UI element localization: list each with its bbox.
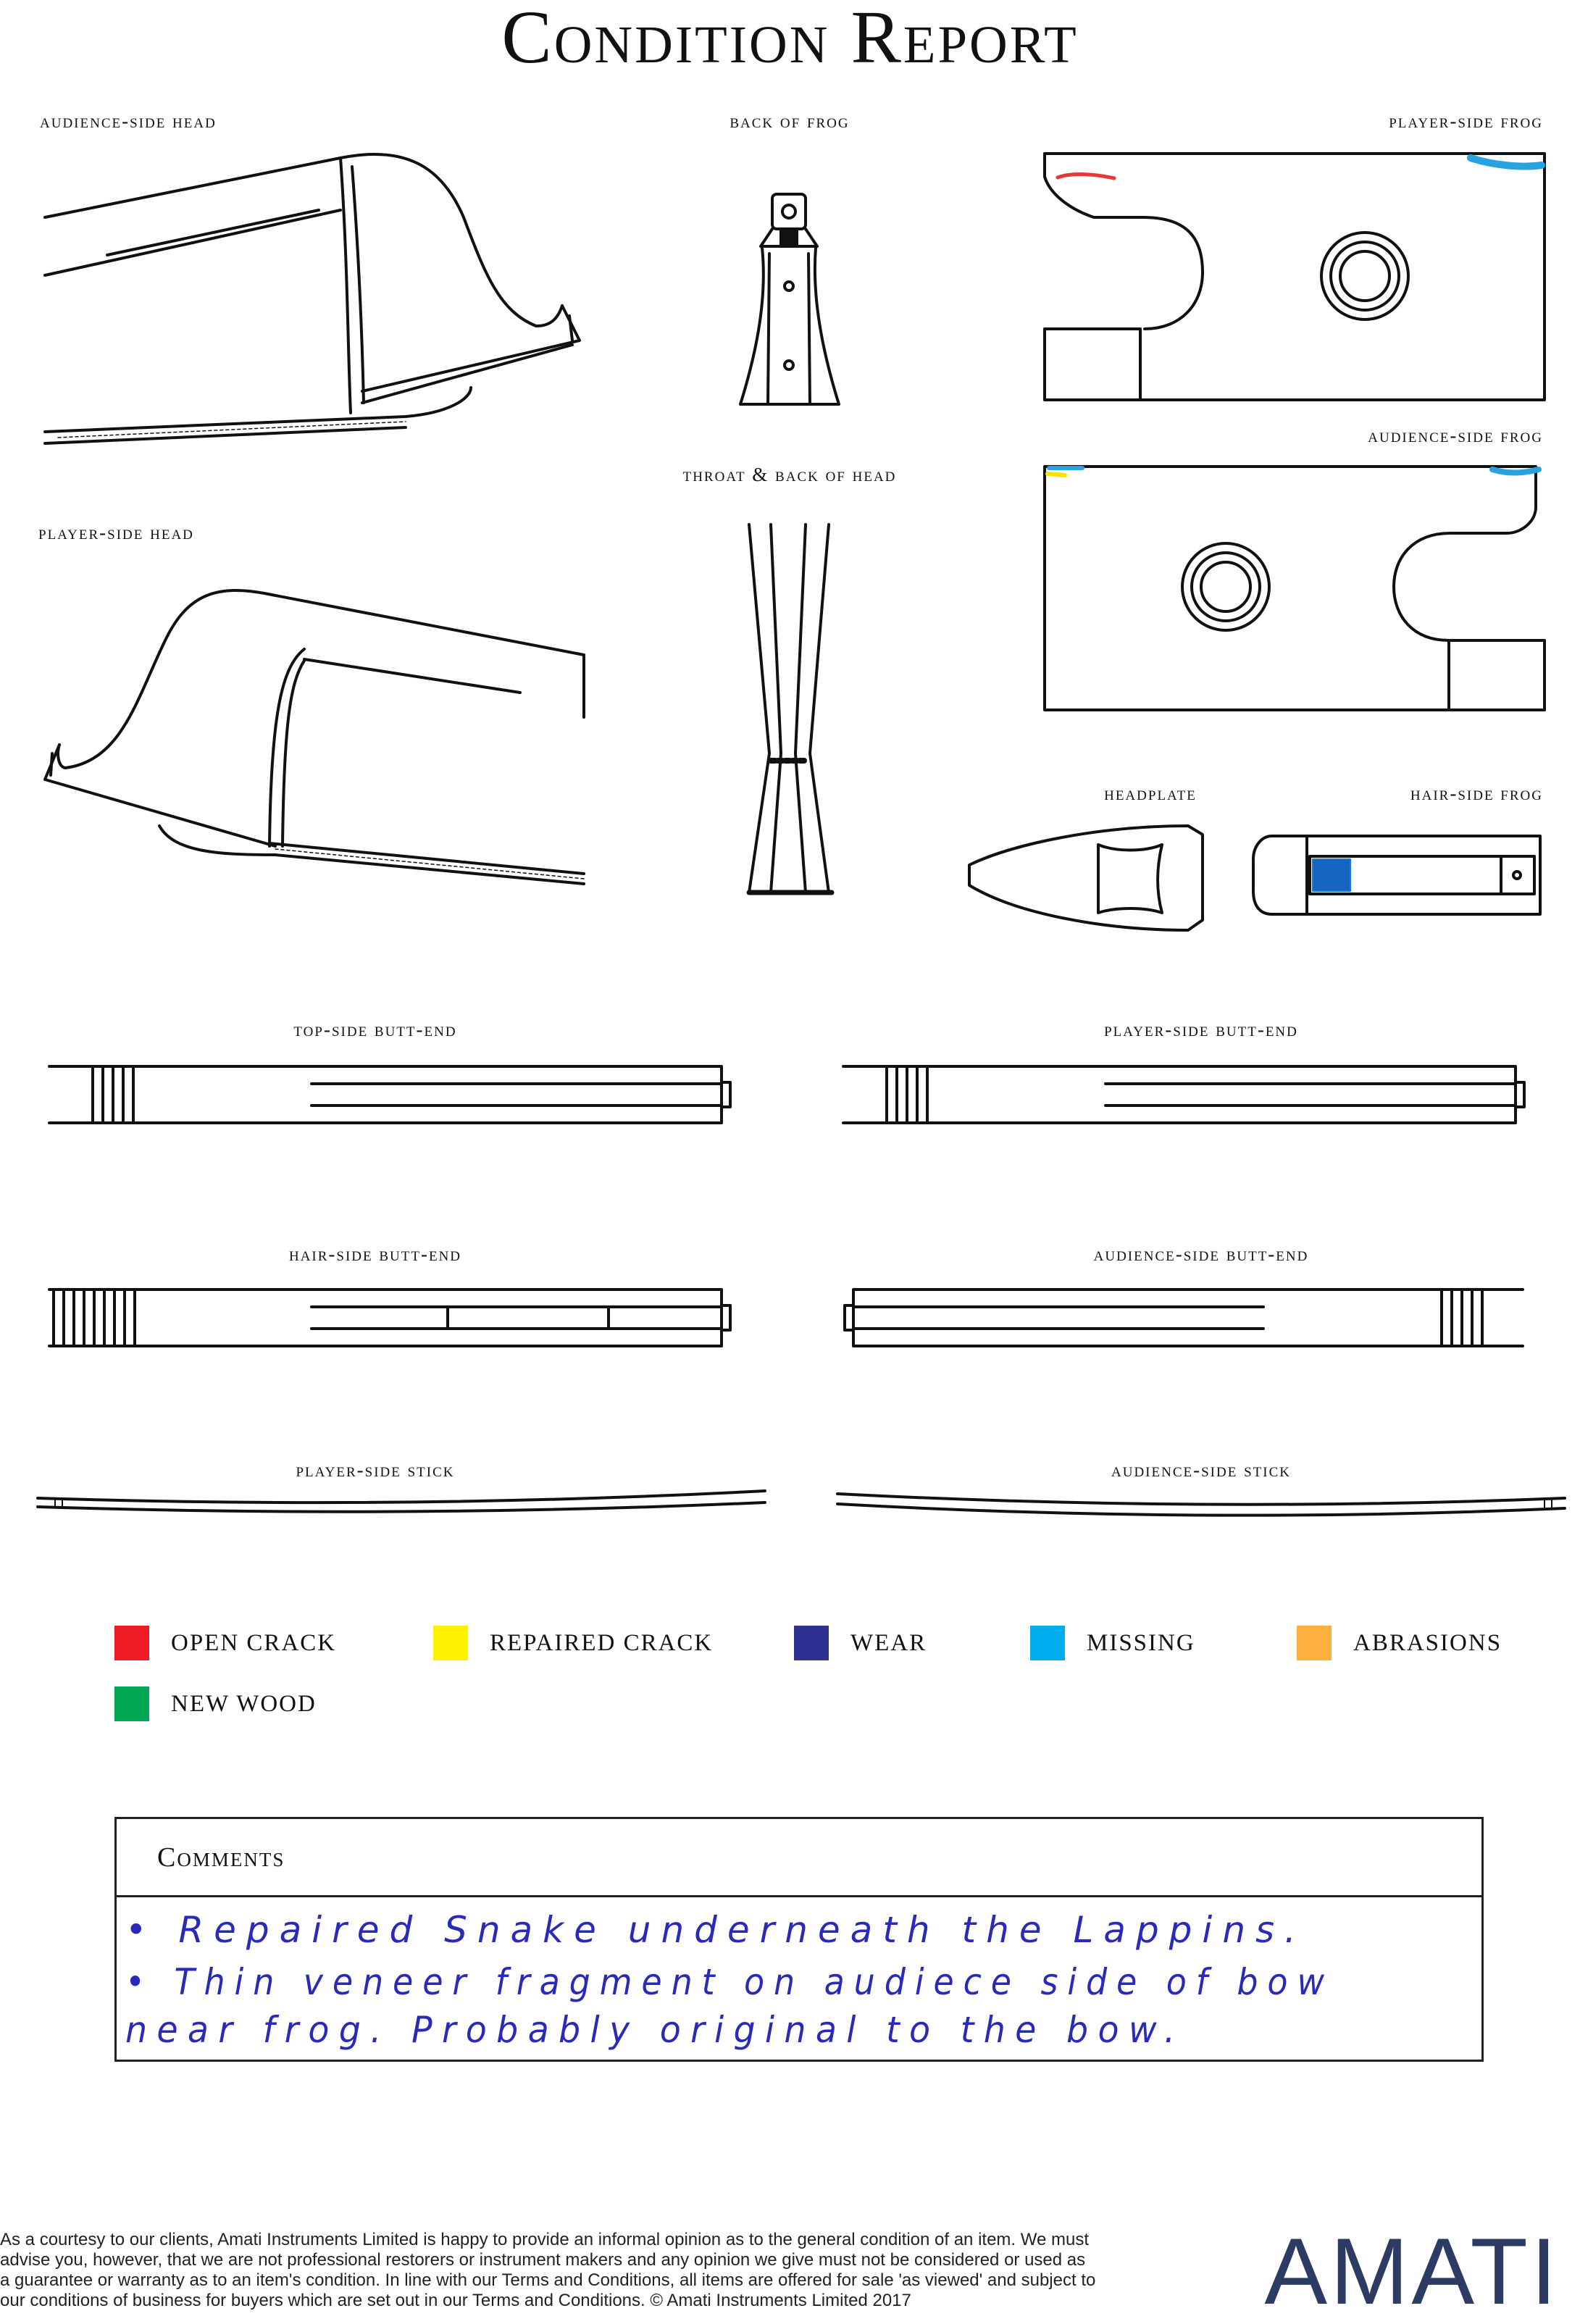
legend-item-abrasions bbox=[1297, 1626, 1502, 1660]
missing-mark-4 bbox=[1313, 859, 1350, 891]
legend-label: WEAR bbox=[850, 1629, 927, 1656]
missing-mark-3 bbox=[1492, 469, 1539, 473]
legend-label: NEW WOOD bbox=[171, 1690, 317, 1717]
legend-label: OPEN CRACK bbox=[171, 1629, 337, 1656]
disclaimer-line: As a courtesy to our clients, Amati Instruments Limited is happy to provide an informal opinion as to the general condition of an item. We must bbox=[0, 2230, 1089, 2249]
comments-box bbox=[114, 1817, 1484, 2062]
missing-mark bbox=[1471, 158, 1542, 167]
brand-logo: AMATI bbox=[1264, 2218, 1560, 2324]
legend-swatch bbox=[1030, 1626, 1065, 1660]
audience-side-butt-end-drawing bbox=[845, 1290, 1523, 1346]
player-side-stick-drawing bbox=[38, 1491, 765, 1512]
comment-line: near frog. Probably original to the bow. bbox=[125, 2009, 1185, 2051]
throat-back-of-head-drawing bbox=[749, 524, 832, 893]
player-side-head-drawing bbox=[45, 590, 584, 884]
label-audience-side-stick: audience-side stick bbox=[1111, 1459, 1291, 1481]
hair-side-frog-drawing bbox=[1253, 836, 1540, 914]
label-player-side-butt-end: player-side butt-end bbox=[1104, 1019, 1298, 1040]
disclaimer bbox=[0, 2230, 1159, 2311]
comment-line: • Thin veneer fragment on audiece side of bow bbox=[125, 1961, 1334, 2003]
audience-side-frog-drawing bbox=[1045, 467, 1545, 710]
label-hair-side-butt-end: hair-side butt-end bbox=[288, 1243, 462, 1265]
legend-swatch bbox=[114, 1626, 149, 1660]
label-hair-side-frog: hair-side frog bbox=[1410, 782, 1543, 804]
legend-label: ABRASIONS bbox=[1353, 1629, 1502, 1656]
label-player-side-head: player-side head bbox=[38, 522, 194, 543]
back-of-frog-drawing bbox=[740, 194, 839, 404]
legend-swatch bbox=[433, 1626, 468, 1660]
legend-item-missing bbox=[1030, 1626, 1195, 1660]
disclaimer-line: advise you, however, that we are not professional restorers or instrument makers and any opinion we give must not be considered or used as bbox=[0, 2250, 1086, 2270]
comments-heading: Comments bbox=[117, 1819, 1481, 1897]
label-player-side-stick: player-side stick bbox=[296, 1459, 455, 1481]
legend-swatch bbox=[114, 1686, 149, 1721]
disclaimer-line: a guarantee or warranty as to an item's condition. In line with our Terms and Conditions, all items are offered for sale 'as viewed' and subject to bbox=[0, 2270, 1096, 2290]
label-audience-side-butt-end: audience-side butt-end bbox=[1093, 1243, 1309, 1265]
label-audience-side-head: audience-side head bbox=[40, 110, 217, 132]
legend-item-open-crack bbox=[114, 1626, 336, 1660]
page-title: Condition Report bbox=[501, 0, 1079, 79]
comment-line: • Repaired Snake underneath the Lappins. bbox=[125, 1909, 1306, 1951]
disclaimer-line: our conditions of business for buyers which are set out in our Terms and Conditions. © Amati Instruments Limited 2017 bbox=[0, 2291, 911, 2310]
legend-item-wear bbox=[794, 1626, 927, 1660]
legend-item-new-wood bbox=[114, 1686, 317, 1721]
legend-item-repaired-crack bbox=[433, 1626, 713, 1660]
hair-side-butt-end-drawing bbox=[49, 1290, 730, 1346]
top-side-butt-end-drawing bbox=[49, 1066, 730, 1123]
label-throat-back-of-head: throat & back of head bbox=[682, 464, 897, 485]
audience-side-head-drawing bbox=[45, 154, 580, 443]
legend-swatch bbox=[794, 1626, 829, 1660]
audience-side-stick-drawing bbox=[837, 1494, 1565, 1516]
repaired-crack-mark bbox=[1048, 474, 1065, 475]
headplate-drawing bbox=[969, 826, 1203, 930]
label-audience-side-frog: audience-side frog bbox=[1368, 425, 1543, 446]
legend-label: MISSING bbox=[1087, 1629, 1195, 1656]
label-headplate: headplate bbox=[1104, 782, 1197, 804]
legend-swatch bbox=[1297, 1626, 1332, 1660]
legend-label: REPAIRED CRACK bbox=[490, 1629, 714, 1656]
open-crack-mark bbox=[1058, 175, 1114, 178]
player-side-frog-drawing bbox=[1045, 154, 1545, 400]
label-player-side-frog: player-side frog bbox=[1389, 110, 1543, 132]
label-back-of-frog: back of frog bbox=[730, 110, 850, 132]
player-side-butt-end-drawing bbox=[843, 1066, 1524, 1123]
label-top-side-butt-end: top-side butt-end bbox=[293, 1019, 457, 1040]
